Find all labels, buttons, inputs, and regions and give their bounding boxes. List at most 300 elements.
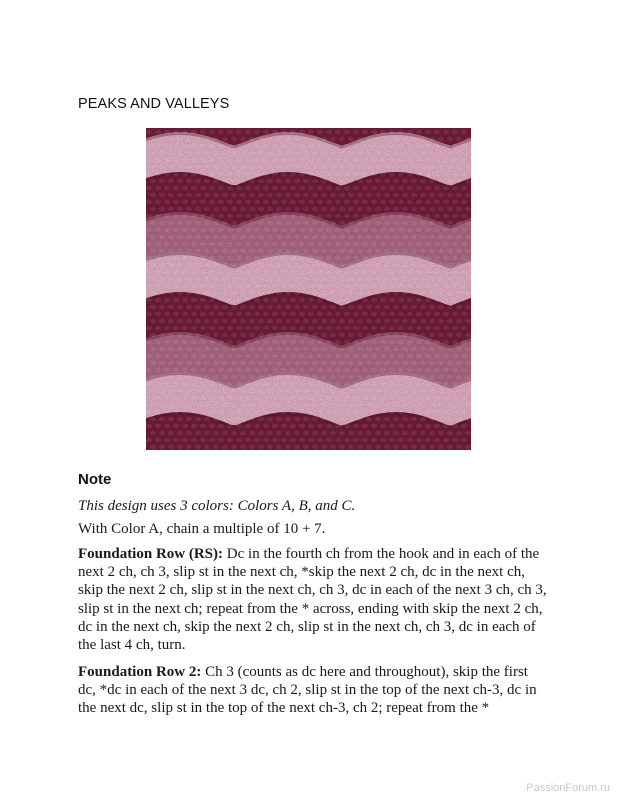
stitch: [366, 207, 372, 211]
stitch: [209, 256, 215, 260]
stitch: [222, 277, 228, 281]
stitch: [164, 130, 170, 134]
stitch: [191, 438, 197, 442]
stitch: [177, 389, 183, 393]
stitch: [177, 431, 183, 435]
stitch: [411, 235, 417, 239]
stitch: [312, 277, 318, 281]
stitch: [294, 333, 300, 337]
stitch: [312, 375, 318, 379]
stitch: [236, 200, 242, 204]
stitch: [308, 284, 314, 288]
stitch: [227, 312, 233, 316]
stitch: [465, 361, 471, 365]
stitch: [348, 417, 354, 421]
stitch: [326, 228, 332, 232]
stitch: [236, 354, 242, 358]
stitch: [461, 270, 467, 274]
stitch: [267, 417, 273, 421]
stitch: [353, 382, 359, 386]
stitch: [164, 424, 170, 428]
stitch: [384, 403, 390, 407]
stitch: [308, 200, 314, 204]
stitch: [452, 200, 458, 204]
stitch: [200, 228, 206, 232]
stitch: [362, 242, 368, 246]
stitch: [344, 186, 350, 190]
stitch: [200, 368, 206, 372]
stitch: [290, 354, 296, 358]
stitch: [366, 403, 372, 407]
stitch: [434, 186, 440, 190]
stitch: [155, 172, 161, 176]
stitch: [321, 319, 327, 323]
stitch: [407, 242, 413, 246]
stitch: [447, 249, 453, 253]
stitch: [330, 333, 336, 337]
stitch: [321, 193, 327, 197]
stitch: [456, 333, 462, 337]
stitch: [380, 158, 386, 162]
stitch: [357, 361, 363, 365]
stitch: [384, 305, 390, 309]
stitch: [420, 445, 426, 449]
stitch: [281, 200, 287, 204]
stitch: [195, 431, 201, 435]
stitch: [276, 249, 282, 253]
stitch: [200, 312, 206, 316]
stitch: [344, 326, 350, 330]
stitch: [173, 144, 179, 148]
crochet-swatch-photo: [146, 128, 471, 450]
stitch: [321, 207, 327, 211]
stitch: [294, 179, 300, 183]
stitch: [317, 242, 323, 246]
stitch: [357, 375, 363, 379]
stitch: [218, 130, 224, 134]
stitch: [299, 172, 305, 176]
stitch: [308, 354, 314, 358]
stitch: [344, 158, 350, 162]
stitch: [402, 403, 408, 407]
stitch: [362, 200, 368, 204]
stitch: [276, 137, 282, 141]
stitch: [245, 326, 251, 330]
stitch: [267, 347, 273, 351]
stitch: [434, 340, 440, 344]
stitch: [272, 144, 278, 148]
stitch: [465, 165, 471, 169]
stitch: [159, 179, 165, 183]
stitch: [321, 291, 327, 295]
stitch: [461, 312, 467, 316]
stitch: [245, 270, 251, 274]
stitch: [294, 165, 300, 169]
stitch: [173, 298, 179, 302]
stitch: [195, 263, 201, 267]
stitch: [231, 207, 237, 211]
stitch: [357, 249, 363, 253]
stitch: [209, 326, 215, 330]
stitch: [294, 221, 300, 225]
stitch: [389, 158, 395, 162]
stitch: [308, 410, 314, 414]
stitch: [335, 298, 341, 302]
stitch: [407, 396, 413, 400]
stitch: [258, 235, 264, 239]
stitch: [339, 361, 345, 365]
stitch: [146, 158, 152, 162]
stitch: [245, 200, 251, 204]
stitch: [276, 151, 282, 155]
stitch: [326, 200, 332, 204]
stitch: [254, 200, 260, 204]
stitch: [285, 403, 291, 407]
stitch: [168, 347, 174, 351]
stitch: [312, 389, 318, 393]
stitch: [218, 284, 224, 288]
stitch: [371, 382, 377, 386]
stitch: [402, 305, 408, 309]
stitch: [443, 270, 449, 274]
stitch: [425, 284, 431, 288]
stitch: [258, 403, 264, 407]
stitch: [429, 375, 435, 379]
stitch: [281, 354, 287, 358]
stitch: [389, 396, 395, 400]
stitch: [191, 130, 197, 134]
stitch: [357, 417, 363, 421]
stitch: [150, 193, 156, 197]
stitch: [155, 284, 161, 288]
stitch: [416, 326, 422, 330]
stitch: [240, 165, 246, 169]
stitch: [447, 277, 453, 281]
stitch: [411, 417, 417, 421]
stitch: [353, 242, 359, 246]
stitch: [398, 298, 404, 302]
stitch: [317, 382, 323, 386]
stitch: [299, 256, 305, 260]
stitch: [236, 144, 242, 148]
stitch: [326, 368, 332, 372]
stitch: [173, 130, 179, 134]
stitch: [321, 277, 327, 281]
stitch: [218, 200, 224, 204]
stitch: [326, 284, 332, 288]
stitch: [168, 137, 174, 141]
stitch: [362, 354, 368, 358]
stitch: [240, 151, 246, 155]
stitch: [146, 312, 152, 316]
stitch: [339, 417, 345, 421]
stitch: [362, 284, 368, 288]
stitch: [213, 319, 219, 323]
stitch: [294, 375, 300, 379]
stitch: [209, 158, 215, 162]
stitch: [371, 186, 377, 190]
stitch: [375, 207, 381, 211]
stitch: [465, 403, 471, 407]
stitch: [461, 438, 467, 442]
stitch: [218, 326, 224, 330]
stitch: [159, 431, 165, 435]
stitch: [389, 186, 395, 190]
stitch: [317, 256, 323, 260]
stitch: [438, 431, 444, 435]
stitch: [308, 368, 314, 372]
stitch: [150, 235, 156, 239]
stitch: [263, 298, 269, 302]
watermark: PassionForum.ru: [526, 782, 610, 794]
stitch: [204, 235, 210, 239]
stitch: [357, 221, 363, 225]
stitch: [294, 277, 300, 281]
stitch: [236, 424, 242, 428]
stitch: [384, 361, 390, 365]
stitch: [200, 270, 206, 274]
stitch: [240, 263, 246, 267]
stitch: [402, 445, 408, 449]
stitch: [371, 270, 377, 274]
stitch: [465, 249, 471, 253]
stitch: [443, 354, 449, 358]
stitch: [177, 165, 183, 169]
stitch: [258, 165, 264, 169]
stitch: [155, 354, 161, 358]
stitch: [321, 305, 327, 309]
stitch: [371, 424, 377, 428]
stitch: [411, 207, 417, 211]
stitch: [272, 298, 278, 302]
stitch: [267, 221, 273, 225]
stitch: [285, 151, 291, 155]
stitch: [429, 137, 435, 141]
stitch: [159, 235, 165, 239]
stitch: [267, 263, 273, 267]
stitch: [281, 228, 287, 232]
stitch: [452, 130, 458, 134]
stitch: [443, 424, 449, 428]
stitch: [321, 417, 327, 421]
stitch: [227, 144, 233, 148]
stitch: [254, 354, 260, 358]
stitch: [371, 340, 377, 344]
stitch: [191, 382, 197, 386]
foundation-row-2: [78, 663, 548, 718]
stitch: [443, 410, 449, 414]
stitch: [276, 207, 282, 211]
stitch: [344, 368, 350, 372]
stitch: [456, 445, 462, 449]
stitch: [249, 137, 255, 141]
stitch: [357, 389, 363, 393]
stitch: [299, 312, 305, 316]
stitch: [393, 249, 399, 253]
stitch: [227, 438, 233, 442]
stitch: [434, 242, 440, 246]
stitch: [299, 410, 305, 414]
stitch: [186, 179, 192, 183]
stitch: [335, 256, 341, 260]
stitch: [425, 368, 431, 372]
stitch: [303, 235, 309, 239]
stitch: [321, 151, 327, 155]
stitch: [326, 270, 332, 274]
stitch: [312, 165, 318, 169]
stitch: [398, 242, 404, 246]
stitch: [168, 375, 174, 379]
stitch: [393, 263, 399, 267]
stitch: [186, 347, 192, 351]
stitch: [330, 291, 336, 295]
stitch: [362, 424, 368, 428]
stitch: [456, 151, 462, 155]
stitch: [348, 151, 354, 155]
stitch: [438, 445, 444, 449]
stitch: [150, 319, 156, 323]
stitch: [267, 361, 273, 365]
stitch: [155, 130, 161, 134]
stitch: [254, 340, 260, 344]
stitch: [357, 291, 363, 295]
stitch: [200, 214, 206, 218]
stitch: [447, 193, 453, 197]
stitch: [366, 151, 372, 155]
stitch: [168, 277, 174, 281]
stitch: [285, 221, 291, 225]
stitch: [438, 193, 444, 197]
stitch: [380, 438, 386, 442]
stitch: [254, 368, 260, 372]
stitch: [362, 340, 368, 344]
stitch: [294, 431, 300, 435]
stitch: [168, 193, 174, 197]
stitch: [465, 277, 471, 281]
stitch: [353, 144, 359, 148]
stitch: [303, 333, 309, 337]
stitch: [146, 382, 152, 386]
stitch: [308, 242, 314, 246]
stitch: [245, 242, 251, 246]
stitch: [276, 277, 282, 281]
stitch: [456, 235, 462, 239]
stitch: [195, 375, 201, 379]
stitch: [245, 158, 251, 162]
stitch: [411, 179, 417, 183]
stitch: [380, 284, 386, 288]
stitch: [218, 410, 224, 414]
stitch: [249, 431, 255, 435]
stitch: [276, 291, 282, 295]
stitch: [438, 347, 444, 351]
stitch: [375, 417, 381, 421]
stitch: [411, 249, 417, 253]
stitch: [222, 193, 228, 197]
stitch: [263, 312, 269, 316]
stitch: [357, 277, 363, 281]
stitch: [416, 396, 422, 400]
stitch: [429, 333, 435, 337]
stitch: [447, 263, 453, 267]
stitch: [398, 340, 404, 344]
stitch: [231, 249, 237, 253]
stitch: [326, 438, 332, 442]
stitch: [335, 382, 341, 386]
stitch: [317, 410, 323, 414]
stitch: [204, 179, 210, 183]
stitch: [402, 193, 408, 197]
stitch: [456, 221, 462, 225]
stitch: [213, 235, 219, 239]
stitch: [330, 277, 336, 281]
stitch: [330, 431, 336, 435]
stitch: [227, 158, 233, 162]
stitch: [191, 284, 197, 288]
stitch: [321, 333, 327, 337]
stitch: [420, 291, 426, 295]
stitch: [411, 333, 417, 337]
stitch: [294, 319, 300, 323]
stitch: [146, 354, 152, 358]
stitch: [420, 333, 426, 337]
stitch: [303, 179, 309, 183]
stitch: [303, 263, 309, 267]
stitch: [429, 445, 435, 449]
stitch: [366, 417, 372, 421]
stitch: [285, 165, 291, 169]
stitch: [182, 200, 188, 204]
stitch: [245, 284, 251, 288]
stitch: [407, 214, 413, 218]
stitch: [384, 417, 390, 421]
stitch: [443, 284, 449, 288]
stitch: [393, 305, 399, 309]
stitch: [317, 312, 323, 316]
stitch: [240, 277, 246, 281]
stitch: [263, 186, 269, 190]
stitch: [330, 417, 336, 421]
stitch: [416, 228, 422, 232]
stitch: [438, 221, 444, 225]
stitch: [348, 291, 354, 295]
stitch: [227, 424, 233, 428]
stitch: [231, 403, 237, 407]
stitch: [375, 389, 381, 393]
stitch: [312, 305, 318, 309]
stitch: [285, 347, 291, 351]
stitch: [177, 263, 183, 267]
stitch: [204, 333, 210, 337]
stitch: [366, 333, 372, 337]
stitch: [407, 298, 413, 302]
stitch: [195, 249, 201, 253]
stitch: [294, 207, 300, 211]
stitch: [429, 151, 435, 155]
stitch: [456, 319, 462, 323]
stitch: [209, 144, 215, 148]
stitch: [191, 424, 197, 428]
stitch: [375, 221, 381, 225]
stitch: [164, 256, 170, 260]
stitch: [281, 242, 287, 246]
stitch: [164, 144, 170, 148]
stitch: [411, 361, 417, 365]
stitch: [150, 221, 156, 225]
stitch: [380, 186, 386, 190]
stitch: [398, 326, 404, 330]
stitch: [447, 221, 453, 225]
